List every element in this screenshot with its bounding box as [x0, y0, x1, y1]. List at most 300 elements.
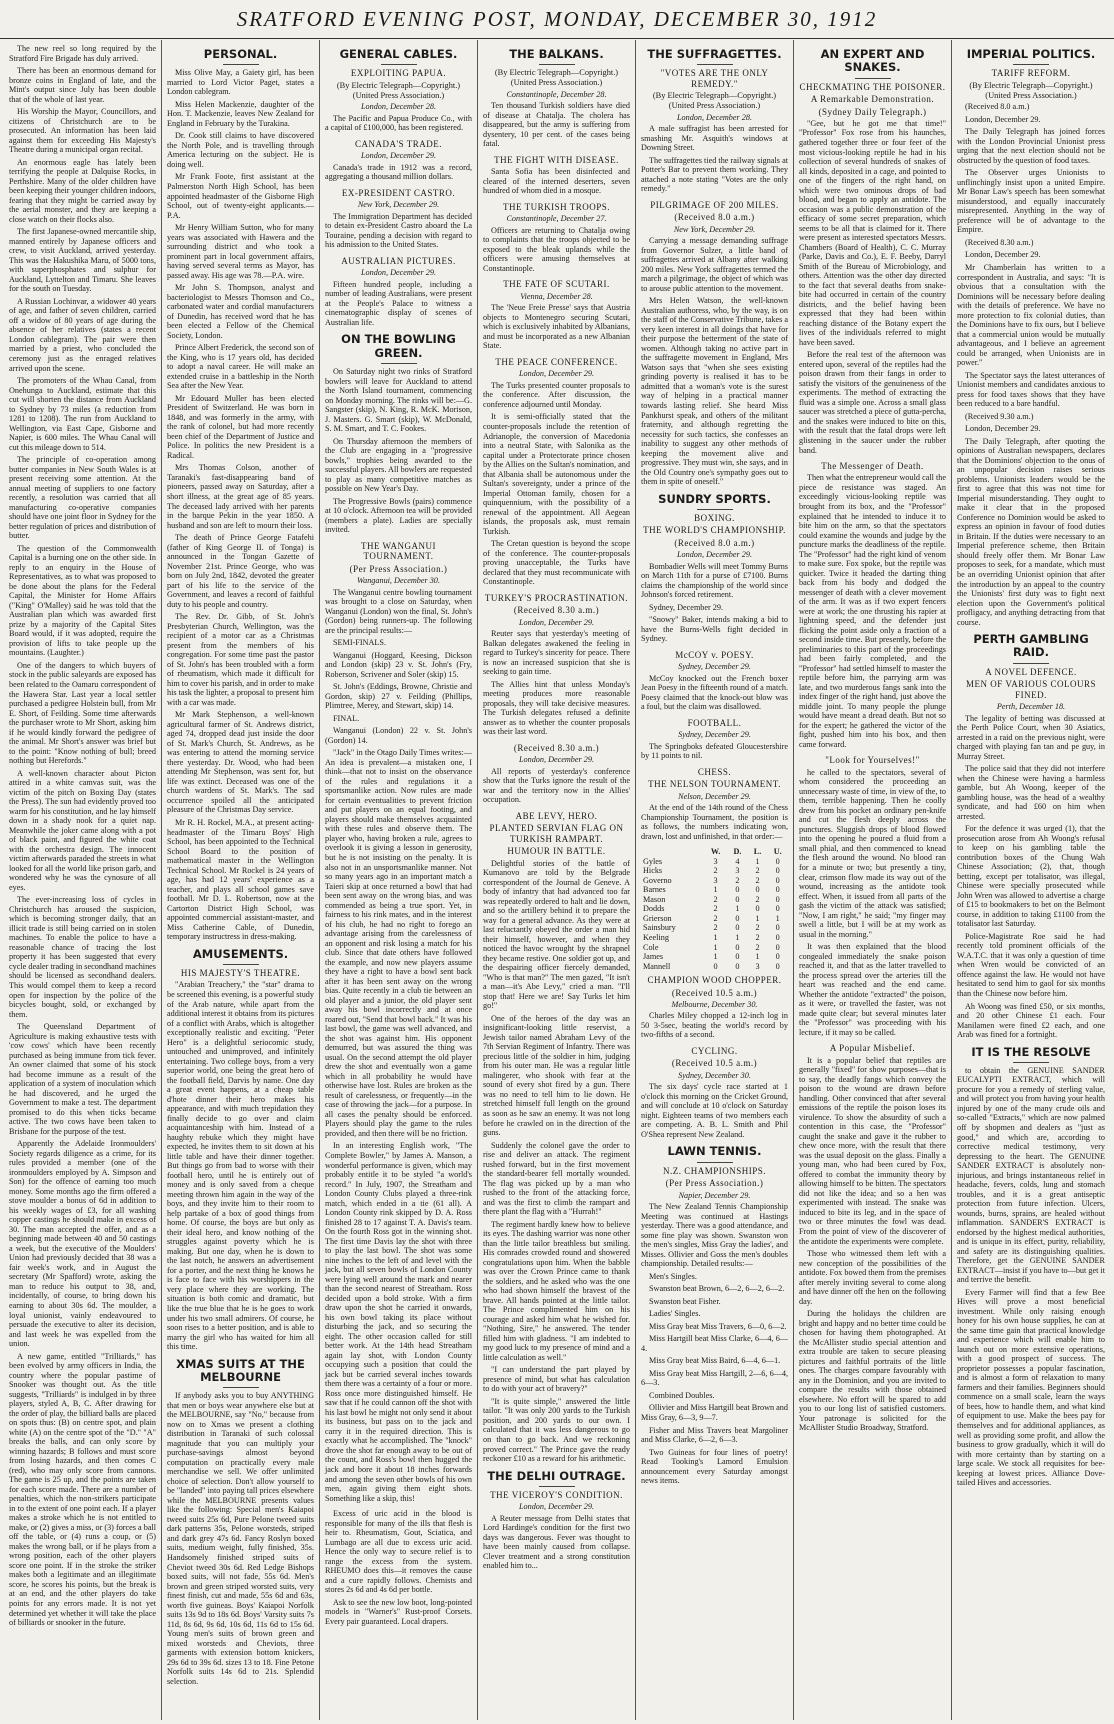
- chess-player-name: Mason: [643, 894, 666, 904]
- article-paragraph: Mr Edouard Muller has been elected President of Switzerland. He was born in 1848, and was formerly in the army, with the rank of colonel, but had more recently been chief of the Department of Justice and Police. In politics the new President is a Radical.: [167, 393, 314, 460]
- article-paragraph: The death of Prince George Fatafehi (father of King George II. of Tonga) is announced in the Tongan Gazette of November 21st. Prince George, who was born on July 2nd, 1842, devoted the greater part of his life to the service of the Government, and leaves a record of faithful duty to his people and country.: [167, 533, 314, 609]
- chess-score-cell: 0: [755, 904, 760, 914]
- article-paragraph: McCoy knocked out the French boxer Jean Poesy in the fifteenth round of a match. Poesy claimed that the knock-out blow was a foul, but the claim was disallowed.: [641, 673, 788, 712]
- article-headline: ON THE BOWLING GREEN.: [341, 332, 456, 360]
- article-paragraph: Prince Albert Frederick, the second son of the King, who is 17 years old, has decided to adopt a naval career. He will make an extended cruise in a battleship in the North Sea after the New Year.: [167, 343, 314, 391]
- article-paragraph: Ollivier and Miss Hartgill beat Brown and Miss Gray, 6—3, 9—7.: [641, 1403, 788, 1422]
- article-paragraph: On Saturday night two rinks of Stratford bowlers will leave for Auckland to attend the North Island tournament, commencing on Monday morning. The rinks will be:—G. Sangster (skip), N. King, R. McK. Morison, J. Masters. G. Smart (skip), W. McDonald, S. M. Smart, and T. C. Fookes.: [325, 367, 472, 434]
- article-subhead: McCOY v. POESY.: [675, 649, 754, 660]
- article-subhead: (Received 10.5 a.m.): [671, 987, 758, 998]
- article-dateline: Sydney, December 29.: [678, 730, 751, 740]
- chess-score-cell: 1: [755, 913, 760, 923]
- article-paragraph: Reuter says that yesterday's meeting of Balkan delegates awakened the feeling in regard to Turkey's sincerity for peace. There is now an increased suspicion that she is seeking to gain time.: [483, 629, 630, 677]
- article-subhead: THE TURKISH TROOPS.: [503, 201, 610, 212]
- headline-rule: [697, 1162, 733, 1163]
- article-paragraph: "Jack" in the Otago Daily Times writes:—An idea is prevalent—a mistaken one, I think—that not to insist on the observance of the rules and regulations it a sportsmanlike action. Now rules are made for certain eventualities to prevent friction and put players on an equal footing, and players should make themselves acquainted with these rules and observe them. The player who, having broken a rule, agrees to overlook it is giving a lesson in generosity, but he is not insisting on the penalty. It is also not in an unsportsmanlike manner. Not so many years ago in an important match a Taieri skip at once returned a bowl that had been sent away on the wrong bias, and was commended as being a true sport. Yet, in fairness to his rink mates, and in the interest of his club, he had no right to forego an advantage arising from the carelessness of an opponent and risk losing a match for his club. Since that date others have followed the example, and now new players assume they have a right to have a bowl sent back after it has been sent away on the wrong bias. Quite recently in a club tie between an old player and a junior, the old player sent away his bowl incorrectly and at once roared out, "Send that bowl back." It was his last bowl, the game was well advanced, and the shot was against him. His opponent demurred, but was assured the thing was usual. On the second attempt the old player drew the shot and eventually won a game which in all probability he would have otherwise have lost. Rules are broken as the result of carelessness, or frequently—in the case of throwing the jack—for a purpose. In all cases the penalty should be enforced. Players should play the game to the rules provided, and then there will be no friction.: [325, 748, 472, 1138]
- article-subhead: The Messenger of Death.: [821, 461, 924, 472]
- article: [641, 975, 788, 1040]
- article-subhead: THE WORLD'S CHAMPIONSHIP.: [643, 525, 786, 536]
- article-paragraph: Before the real test of the afternoon was entered upon, several of the reptiles had the poison drawn from their fangs in order to satisfy the visitors of the genuineness of the experiments. The method of extracting the fluid was a simple one. Across a small glass saucer was stretched a piece of gutta-percha, and the snakes were induced to bite on this, with the result that the fatal drops were left glistening in the saucer under the rubber band.: [799, 350, 946, 455]
- chess-row: [641, 885, 788, 895]
- article-paragraph: Carrying a message demanding suffrage from Governor Sulzer, a little band of suffragettes arrived at Albany after walking 200 miles. New York suffragettes termed the march a pilgrimage, the object of which was to arouse public attention to the movement.: [641, 236, 788, 293]
- article-paragraph: Miss Olive May, a Gaiety girl, has been married to Lord Victor Paget, states a London cablegram.: [167, 68, 314, 97]
- article-paragraph: Mr R. H. Rockel, M.A., at present acting-headmaster of the Timaru Boys' High School, has been appointed to the Technical School Board to the position of mathematical master in the Wellington Technical School. Mr Rockel is 24 years of age, has had 12 years' experience as a teacher, and plays all school games save football. Mr D. L. Robertson, now at the Cartorton District High School, was appointed commercial assistant-master, and Miss Catherine Cable, of Dunedin, temporary instructress in dress-making.: [167, 818, 314, 942]
- article-paragraph: An enormous eagle has lately been terrifying the people at Dalquise Rocks, in Perthshire. Many of the older children have been keeping their younger children indoors, fearing that they might be carried away by the aerial monster, and they are keeping a close watch on their flocks also.: [9, 157, 156, 224]
- article-subhead: EXPLOITING PAPUA.: [350, 68, 447, 79]
- chess-player-name: Barnes: [643, 885, 666, 895]
- article-subhead: THE FIGHT WITH DISEASE.: [494, 154, 619, 165]
- article-subhead: CHESS.: [697, 766, 732, 777]
- chess-score-cell: 2: [755, 894, 760, 904]
- article-paragraph: Santa Sofia has been disinfected and cleared of the interned deserters, seven hundred of whom died in a mosque.: [483, 167, 630, 196]
- chess-score-cell: 0: [775, 866, 780, 876]
- article: [325, 256, 472, 328]
- article: [641, 1145, 788, 1485]
- article-paragraph: Mr Mark Stephenson, a well-known agricultural farmer of St. Andrews district, aged 74, dropped dead just inside the door of St. Mark's Church, St. Andrews, as he was entering to attend the morning service there yesterday. Dr. Wood, who had been attending Mr Stephenson, was sent for, but life was extinct. Deceased was one of the church wardens of St. Mark's. The sad occurrence spoiled all the anticipated pleasure of the Christmas Day service.: [167, 710, 314, 815]
- article: [325, 1509, 472, 1626]
- article-paragraph: Apparently the Adelaide Ironmoulders' Society regards diligence as a crime, for its rules provided a member (one of the ironmoulders employed by A. Simpson and Son) for the offence of earning too much money. Some months ago the firm offered a stove moulder a bonus of 6d in addition to his weekly wages of £3, for all washing copper castings he should make in excess of 30. The man accepted the offer, and as a beginning made between 40 and 50 castings a week, but the executive of the Moulders' Union had previously decided that 38 was a fair week's work, and in August the secretary (Mr Spafford) wrote, asking the man to reduce his output to 38, and, incidentally, of course, to bring down his earning to about 30s 6d. The moulder, a loyal unionist, vainly endeavoured to persuade the executive to alter its decision, and last week he was expelled from the union.: [9, 1139, 156, 1349]
- chess-score-cell: 0: [735, 913, 740, 923]
- article-subhead: MEN OF VARIOUS COLOURS FINED.: [966, 679, 1096, 700]
- article-dateline: London, December 29.: [518, 369, 595, 379]
- article-paragraph: A new game, entitled "Trilliards," has been evolved by army officers in India, the country where the popular pastime of Snooker was thought out. As the title suggests, "Trilliards" is indulged in by three players, styled A, B, C. After drawing for the order of play, the billiard balls are placed on spots thus: (B) on centre spot, and plain white (A) on the centre spot of the "D." "A" breaks the balls, and can only score by winning hazards; B follows and must score from losing hazards, and then comes C (red), who may only score from cannons. The game is 25 up, and the points are taken for each score made. There are a number of penalties, which the non-strikers participate in to the extent of one point each. If a player makes a stroke which he is not entitled to make, or (2) gives a miss, or (3) forces a ball off the table, or (4) runs a coup, or (5) makes the wrong ball, or if he plays from a wrong position, each of the other players score one point. If in the stroke the striker makes both a legitimate and an illegitimate score, he scores his points, but the break is at an end, and the other players do take points for any errors made. It is not yet determined yet whether it will take the place of billiards or snooker in the future.: [9, 1351, 156, 1628]
- chess-player-name: Grierson: [643, 913, 672, 923]
- article-paragraph: Two Guineas for four lines of poetry! Read Tooking's Lamord Emulsion announcement every Saturday amongst news items.: [641, 1447, 788, 1486]
- article-headline: XMAS SUITS AT THE MELBOURNE: [176, 1356, 305, 1384]
- article: [483, 1470, 630, 1571]
- article-subhead: THE NELSON TOURNAMENT.: [648, 779, 781, 790]
- article-subhead: (Per Press Association.): [349, 563, 448, 574]
- article-paragraph: On Thursday afternoon the members of the Club are engaging in a "progressive bowls," trophies being awarded to the successful players. All bowlers are requested to play as many competitive matches as possible on New Year's Day.: [325, 436, 472, 494]
- article-headline: IMPERIAL POLITICS.: [966, 47, 1096, 61]
- article-paragraph: The ever-increasing loss of cycles in Christchurch has aroused the suspicion, which is becoming stronger daily, that an illicit trade is still being carried on in stolen machines. To enable the police to have a reasonable chance of tracing the lost property it has been suggested that every cycle dealer trading in secondhand machines should be licensed as secondhand dealers. This would compel them to keep a record open for inspection by the police of the bicycles bought, sold, or exchanged by them.: [9, 895, 156, 1019]
- chess-player-name: Keeling: [643, 933, 669, 942]
- article-paragraph: Fifteen hundred people, including a number of leading Australians, were present at the People's Palace to witness a cinematographic display of scenes of Australian life.: [325, 279, 472, 327]
- article-paragraph: At the end of the 14th round of the Chess Championship Tournament, the position is as follows, the numbers indicating won, drawn, lost and unfinished, in that order:—: [641, 803, 788, 841]
- article-paragraph: Swanston beat Brown, 6—2, 6—2, 6—2.: [649, 1284, 785, 1294]
- headline-rule: [1013, 64, 1049, 65]
- headline-rule: [223, 964, 259, 965]
- article-dateline: London, December 29.: [518, 1502, 595, 1512]
- chess-score-cell: 2: [735, 875, 740, 885]
- article-paragraph: The principle of co-operation among butter companies in New South Wales is at present receiving some attention. At the annual meeting of suppliers to one factory recently, a resolution was carried that all manufacturing co-operative companies should have one joint floor in Sydney for the better regulation of prices and distribution of butter.: [9, 455, 156, 541]
- article-subhead: TURKEY'S PROCRASTINATION.: [484, 592, 629, 603]
- article-dateline: London, December 28.: [360, 102, 437, 112]
- chess-header-row: [641, 847, 788, 857]
- article-paragraph: The Immigration Department has decided to detain ex-President Castro aboard the La Touraine, pending a decision with regard to his admission to the United States.: [325, 211, 472, 250]
- chess-score-cell: 2: [755, 875, 760, 885]
- article: [957, 48, 1105, 627]
- article-paragraph: Charles Miley chopped a 12-inch log in 50 3-5sec, beating the world's record by two-fifths of a second.: [641, 1011, 788, 1040]
- chess-player-name: Hicks: [643, 866, 663, 876]
- article-paragraph: Ten thousand Turkish soldiers have died of disease at Chatalja. The cholera has disappeared, but the army is suffering from dysentery, 10 per cent. of the cases being fatal.: [483, 101, 630, 149]
- chess-score-cell: 0: [735, 894, 740, 904]
- article-dateline: Wanganui, December 30.: [357, 576, 440, 586]
- chess-header-cell: U.: [773, 847, 782, 857]
- article-paragraph: (Received 9.30 a.m.): [965, 411, 1034, 421]
- article-headline: THE BALKANS.: [509, 47, 604, 61]
- chess-score-cell: 2: [755, 933, 760, 942]
- article-subhead: "VOTES ARE THE ONLY REMEDY.": [660, 68, 769, 89]
- article: [641, 650, 788, 712]
- column-7: [952, 40, 1110, 1720]
- article-dateline: London, December 28.: [676, 112, 753, 122]
- article-paragraph: A male suffragist has been arrested for smashing Mr. Asquith's windows at Downing Street.: [641, 124, 788, 153]
- chess-score-cell: 2: [755, 923, 760, 933]
- article: [641, 48, 788, 194]
- headline-rule: [381, 363, 417, 364]
- chess-score-cell: 1: [713, 885, 718, 895]
- article-paragraph: It is semi-officially stated that the counter-proposals include the retention of Adrianople, the conversion of Macedonia into a neutral State, with Salonika as the capital under a Protectorate prince chosen by the Allies on the Sultan's nomination, and that Albania shall be autonomous under the Sultan's sovereignty, under a prince of the Imperial Ottoman family, chosen for a quinquennium, with the possibility of a renewal of the appointment. All Aegean islands, the proposals ask, must remain Turkish.: [483, 412, 630, 536]
- article-paragraph: One of the dangers to which buyers of stock in the public saleyards are exposed has been related to the Oamaru correspondent of the Hawera Star. Last year a local settler purchased a pedigree Holstein bull, from Mr E. Short, of Feilding. Some time afterwards the purchaser wrote to Mr Short, asking him if he would kindly forward the pedigree of the animal. Mr Short's answer was brief but to the point: "Know nothing of bull; breed nothing but Herefords.": [9, 660, 156, 766]
- chess-row: [641, 962, 788, 972]
- article-paragraph: Men's Singles.: [649, 1271, 697, 1281]
- chess-header-cell: W.: [710, 847, 721, 857]
- article-paragraph: The regiment hardly knew how to believe its eyes. The dashing warrior was none other than the little tailor breathless but smiling. His comrades crowded round and showered congratulations upon him. When the babble was over the Crown Prince came to thank the soldiers, and he asked who was the one who had shown himself the bravest of the brave. All hands pointed at the little tailor. The Prince complimented him on his courage and asked him what he wished for. "Nothing, Sire," he answered. The tender filled him with gladness. "I am indebted to my good luck to my presence of mind and a little calculation as well.": [483, 1219, 630, 1362]
- article-paragraph: Dr. Cook still claims to have discovered the North Pole, and is travelling through America lecturing on the subject. He is doing well.: [167, 131, 314, 169]
- article-paragraph: It is a popular belief that reptiles are generally "fixed" for show purposes—that is to say, the deadly fangs which convey the poison to the wound are drawn before handling. Other convinced that after several emissions of the reptile the poison loses its virulence. To show the absurdity of such a contention in this case, the "Professor" caught the snake and gave it the rubber to chew once more, with the result that there was the usual deposit on the glass. Finally a young man, who had been cured by Fox, offered to combat the immunity theory by allowing himself to be bitten. The spectators did not like the idea; and so a hen was experimented with instead. The snake was induced to bite its leg, and in the space of two or three minutes the fowl was dead. From the point of view of the discoverer of the antidote the experiments were complete.: [799, 1055, 946, 1246]
- chess-score-cell: 2: [755, 942, 760, 952]
- article-headline: AMUSEMENTS.: [192, 946, 289, 961]
- headline-rule: [539, 64, 575, 65]
- chess-score-cell: 0: [775, 923, 780, 933]
- article-dateline: Nelson, December 29.: [678, 791, 751, 801]
- article-paragraph: A Reuter message from Delhi states that Lord Hardinge's condition for the first two days was dangerous. Fever was thought to have been mainly caused from collapse. Clever treatment and a strong constitution enabled him to...: [483, 1513, 630, 1571]
- article-headline: THE DELHI OUTRAGE.: [487, 1468, 626, 1483]
- article-subhead: CANADA'S TRADE.: [355, 138, 442, 149]
- article-subhead: THE VICEROY'S CONDITION.: [490, 1489, 623, 1500]
- headline-rule: [1013, 663, 1049, 664]
- article-byline: (By Electric Telegraph—Copyright.) (United Press Association.): [494, 68, 619, 88]
- article-subhead: PILGRIMAGE OF 200 MILES.: [650, 199, 779, 210]
- headline-rule: [223, 1387, 259, 1388]
- article-paragraph: Delightful stories of the battle of Kumanovo are told by the Belgrade correspondent of the Journal de Geneve. A body of infantry that had advanced too far was repeatedly ordered to halt and lie down, and so the artillery behind it to prepare the way for a general advance. As they were at last reluctantly obeyed the order a man hid their himself, however, and when they noticed the havoc wrought by the shrapnel they became restive. One soldier got up, and the despairing officer fiercely demanded, "Who is that man?" The men gazed, "It isn't a man—it's Abe Levy," cried a man. "I'll stop that! Here we are! Say Turks let him go!": [483, 858, 630, 1011]
- article-headline: AN EXPERT AND SNAKES.: [820, 47, 925, 75]
- article: [799, 1043, 946, 1433]
- article-dateline: Napier, December 29.: [678, 1190, 751, 1200]
- article: [799, 48, 946, 455]
- chess-score-cell: 0: [735, 961, 740, 971]
- article-subhead: "Look for Yourselves!": [825, 755, 920, 766]
- article: [167, 948, 314, 1352]
- chess-row: [641, 876, 788, 886]
- article-dateline: New York, December 29.: [673, 224, 756, 234]
- article: [325, 188, 472, 250]
- article-dateline: Melbourne, December 30.: [671, 999, 758, 1009]
- article-paragraph: The Queensland Department of Agriculture is making exhaustive tests with 'cow cows' which have been recently purchased as being immune from tick fever. An owner claimed that some of his stock had become immune as a result of the application of a system of inoculation which he had discovered, and he urged the Government to make a test. The department promised to do this when ticks became active. The two cows have been taken to Brisbane for the purpose of the test.: [9, 1022, 156, 1136]
- column-6: [794, 40, 952, 1720]
- headline-rule: [381, 64, 417, 65]
- article-paragraph: Suddenly the colonel gave the order to rise and deliver an attack. The regiment rushed forward, but in the first movement the standard-bearer fell mortally wounded. The flag was picked up by a man who rushed to the front of the attacking force, and was the first to climb the rampart and there plant the flag with a "Hurrah!": [483, 1140, 630, 1217]
- chess-score-cell: 1: [735, 933, 740, 942]
- article-paragraph: The Daily Telegraph, after quoting the opinions of Australian newspapers, declares that the Dominions' objection to the onus of an unpopular decision raises serious problems. Unionists leaders would be the first to agree that this was not time for Imperial misunderstanding. They ought to make it clear that in the proposed Conference no Dominion would be asked to express an opinion in favour of food duties in Britain. If the duties were necessary to an Imperial preference scheme, then Britain should freely offer them. Mr Bonar Law proposes to seek, for a mandate, which must be an overriding Unionist opinion that after the introduction by an appeal to the country the Unionists' first duty was to fight next election upon the Government's political profligacy, and anything detracting from that course.: [957, 436, 1105, 627]
- article-subhead: EX-PRESIDENT CASTRO.: [341, 187, 456, 198]
- chess-score-cell: 2: [713, 866, 718, 876]
- article-subhead: HUMOUR IN BATTLE.: [507, 846, 606, 857]
- article: [325, 139, 472, 182]
- article-paragraph: The Daily Telegraph has joined forces with the London Provincial Unionist press urging that the next election should not be obstructed by the question of food taxes.: [957, 127, 1105, 165]
- article-paragraph: The Turks presented counter proposals to the conference. After discussion, the conference adjourned until Monday.: [483, 380, 630, 409]
- chess-score-cell: 0: [713, 961, 718, 971]
- article-headline: SUNDRY SPORTS.: [658, 491, 771, 506]
- article-paragraph: There has been an enormous demand for bronze coins in England of late, and the Mint's output since July has been double that of the whole of last year.: [9, 66, 156, 104]
- article-paragraph: London, December 29.: [965, 424, 1041, 434]
- article-paragraph: It was then explained that the blood congealed immediately the snake poison reached it, and that as the latter travelled to the process spread over the arteries till the heart was reached and the end came. Whether the antidote "extracted" the poison, as it were, or travelled the faster, was not made quite clear; but several minutes later the "Professor" was proceeding with his lecture, if it may so be called.: [799, 942, 946, 1037]
- article-paragraph: The suffragettes tied the railway signals at Potter's Bar to prevent them working. They attached a note stating "Votes are the only remedy.": [641, 155, 788, 194]
- chess-score-cell: 0: [735, 942, 740, 952]
- column-3: [320, 40, 478, 1720]
- article-paragraph: Mrs Thomas Colson, another of Taranaki's fast-disappearing band of pioneers, passed away on Saturday, after a short illness, at the great age of 85 years. The deceased lady arrived with her parents in the barque Pekin in the year 1850. A husband and son are left to mourn their loss.: [167, 463, 314, 530]
- article-paragraph: The Spectator says the latest utterances of Unionist members and candidates anxious to press for food taxes shows that they have been reduced to a bare handful.: [957, 370, 1105, 409]
- chess-row: [641, 895, 788, 905]
- article-paragraph: Miss Gray beat Miss Baird, 6—4, 6—1.: [649, 1356, 781, 1366]
- article-paragraph: Ladies' Singles.: [649, 1309, 701, 1319]
- article-paragraph: The Allies hint that unless Monday's meeting produces more reasonable proposals, they will take decisive measures. The Turkish delegates refused a definite answer as to whether the counter proposals was their last word.: [483, 679, 630, 737]
- chess-score-cell: 0: [735, 952, 740, 962]
- article-dateline: Sydney, December 29.: [678, 662, 751, 672]
- article-subhead: A Popular Misbelief.: [829, 1043, 916, 1054]
- article-paragraph: "Gee, but he got me that time!" "Professor" Fox rose from his haunches, gathered together three or four feet of the most vicious-looking reptile he had in his collection of several hundreds of snakes of all kinds, deposited in a cage, and pointed to one of the fingers of the right hand, on which were two ominous drops of bad blood, and began to apply an antidote. The occasion was a public demonstration of the efficacy of some secret preparation, which seems to be all that is claimed for it. There were present as interested spectators Messrs. Chambers (Board of Health), C. C. Murray (Parke, Davis and Co.), E. F. Beeby, Darryl Smith of the Bureau of Microbiology, and others. Attention was the other day directed to the fact that several deaths from snake-bite had occurred in certain of the country districts, and the belief having been expressed that they had been within reaching distance of the Botany expert the lives of the individuals referred to might have been saved.: [799, 118, 946, 347]
- article: [325, 48, 472, 133]
- article-dateline: London, December 29.: [360, 151, 437, 161]
- article-paragraph: Wanganui (Hoggard, Keesing, Dickson and London (skip) 23 v. St. John's (Fry, Roberson, Scrivener and Soler (skip) 15.: [325, 650, 472, 679]
- article-paragraph: The police said that they did not interfere when the Chinese were having a harmless gamble, but Ah Woong, keeper of the gambling house, was the head of a wealthy syndicate, and had £60 on him when arrested.: [957, 764, 1105, 821]
- column-2: [162, 40, 320, 1720]
- article-dateline: Perth, December 18.: [996, 702, 1066, 712]
- article-paragraph: "Snowy" Baker, intends making a bid to have the Burns-Wells fight decided in Sydney.: [641, 615, 788, 644]
- article: [641, 718, 788, 761]
- chess-player-name: Dodds: [643, 904, 665, 914]
- article-dateline: London, December 29.: [518, 755, 595, 765]
- chess-player-name: Sainsbury: [643, 923, 676, 933]
- chess-score-cell: 0: [735, 923, 740, 933]
- article-paragraph: His Worship the Mayor, Councillors, and citizens of Christchurch are to be prosecuted. An information has been laid against them for exceeding His Majesty's Theatre during a municipal organ recital.: [9, 107, 156, 155]
- chess-row: [641, 857, 788, 867]
- article-paragraph: Mr Henry William Sutton, who for many years was associated with Hawera and the surrounding district and who took a prominent part in local government affairs, having served several terms as Mayor, has passed away. His age was 78.—P.A. wire.: [167, 223, 314, 280]
- article-subhead: (Per Press Association.): [665, 1178, 764, 1189]
- article-paragraph: Miss Gray beat Miss Hartgill, 2—6, 6—4, 6—3.: [641, 1368, 788, 1388]
- article-paragraph: The 'Neue Freie Presse' says that Austria objects to Montenegro securing Scutari, which is exclusively inhabited by Albanians, and must be incorporated as a new Albanian State.: [483, 303, 630, 351]
- article-paragraph: Mrs Helen Watson, the well-known Australian authoress, who, by the way, is on the staff of the Conservative Tribune, takes a very keen interest in all doings that have for their purpose the betterment of the state of women. Although taking no active part in the suffragette movement in England, Mrs Watson says that "when she sees existing grinding poverty is realised it has to be admitted that a woman's vote is the surest way of helping in a practical manner towards lasting relief. She heard Miss Pankhurst speak, and others of the militant fraternity, and although regretting the necessity for such tactics, she confesses an inability to suggest any other methods of keeping the movement alive and progressive. They must win, she says, and in the Old Country one's sympathy goes out to them in spite of oneself.": [641, 296, 788, 487]
- chess-row: [641, 943, 788, 953]
- article-paragraph: Excess of uric acid in the blood is responsible for many of the ills that flesh is heir to. Rheumatism, Gout, Sciatica, and Lumbago are all due to excess uric acid. Hence the only way to secure relief is to range the excess from the system. RHEUMO does this—it removes the cause and a cure rapidly follows. Chemists and stores 2s 6d and 4s 6d per bottle.: [325, 1509, 472, 1595]
- chess-player-name: Cole: [643, 942, 659, 952]
- chess-score-cell: 0: [775, 885, 780, 895]
- article-paragraph: A well-known character about Picton attired in a white camvas suit, was the victim of the pitch on Boxing Day (states the Press). The sun had evidently proved too warm for his constitution, and he lay himself down in a shady nook for a quiet nap. Meanwhile the joker came along with a pot of black paint, and figured the white coat with the orchestra design. The innocent victim afterwards paraded the streets in what looked for all the world like prison garb, and wondered why he was the cynosure of all eyes.: [9, 768, 156, 892]
- chess-score-cell: 2: [713, 904, 718, 914]
- chess-row: [641, 923, 788, 933]
- article-paragraph: "It is quite simple," answered the little tailor. "It was only 200 yards to the Turkish position, and 200 yards to our own. I calculated that it was less dangerous to go on than to go back. And we reckoning proved correct." The Prince gave the ready reckoner £10 as a reward for his arithmetic.: [483, 1396, 630, 1464]
- article: [799, 755, 946, 1037]
- article: [483, 357, 630, 587]
- article-paragraph: Combined Doubles.: [649, 1390, 715, 1400]
- article-paragraph: FINAL.: [333, 713, 360, 723]
- article: [483, 743, 630, 805]
- chess-score-cell: 0: [735, 885, 740, 895]
- article-subhead: THE FATE OF SCUTARI.: [503, 279, 610, 290]
- chess-score-cell: 0: [775, 875, 780, 885]
- article-paragraph: Then what the entrepreneur would call the piece de resistance was staged. An exceedingly vicious-looking reptile was brought from its box, and the "Professor" explained that he intended to induce it to bite him on the arm, so that the spectators could examine the wounds and judge by the puncture marks the deadliness of the reptile. The "Professor" had the right kind of venom to make sure. Fox spoke, but the reptile was quicker. Twice it headed the darting thing back from his body and dodged the messenger of death with a clever movement of the arm. It was as if two expert fencers were at work; the one thrusting his rapier at lightning speed, and the defender just flicking the point aside only a fraction of a second inside time. But presently, before the preliminaries to this part of the proceedings had been fairly completed, and the "Professor" had settled himself to master the reptile before him, the parrying arm was late, and two murderous fangs sank into the index finger of the right hand, just above the middle joint. To many people the plunge would have meant a dread death. But not so for the expert; he gathered the victor of the fight, pushed him into his box, and then came forward.: [799, 473, 946, 749]
- article-paragraph: Ah Woong was fined £50, or six months, and 20 other Chinese £1 each. Four Manilamen were fined £2 each, and one Arab was fined for a fortnight.: [957, 1001, 1105, 1040]
- chess-score-cell: 0: [775, 933, 780, 942]
- article-subhead: CYCLING.: [691, 1046, 738, 1056]
- chess-score-cell: 3: [713, 875, 718, 885]
- masthead: SRATFORD EVENING POST, MONDAY, DECEMBER 30, 1912: [0, 0, 1114, 39]
- article-dateline: London, December 29.: [676, 550, 753, 560]
- article-paragraph: to obtain the GENUINE SANDER EUCALYPTI EXTRACT, which will procure for you a remedy of sterling value, and will protect you from having your health injured by one of the many crude oils and so-called "Extracts," which are now palmed off by shopmen and dealers as "just as good," and which are, according to corrective medical testimony, very depressing to the heart. The GENUINE SANDER EXTRACT is absolutely non-injurious, and brings instantaneous relief in headache, fevers, colds, lung and stomach troubles, and it is a great antiseptic protection from future infection. Ulcers, wounds, burns, sprains, are healed without inflammation. SANDER'S EXTRACT is endorsed by the highest medical authorities, and is unique in its effect, purity, reliability, and safety are its distinguishing qualities. Therefore, get the GENUINE SANDER EXTRACT—insist if you have to—but get it and terrive the benefit.: [957, 1065, 1105, 1285]
- chess-score-cell: 2: [713, 913, 718, 923]
- article-paragraph: The question of the Commonwealth Capital is a burning one on the other side. In reply to an enquiry in the House of Representatives, as to what was proposed to be done about the plans for the Federal Capital, the Minister for Home Affairs ("King" O'Malley) said he was told that the Australian plan which was awarded first prize by a majority of the Capital Sites Board would, if it was adopted, require the provision of lifts to take people up the mountains. (Laughter.): [9, 543, 156, 658]
- article-paragraph: A Russian Lochinvar, a widower 40 years of age, and father of seven children, carried off a widow of 80 years of age during the absence of her relatives (states a recent London cablegram). The pair were then married by a priest, who concluded the ceremony just as the enraged relatives arrived upon the scene.: [9, 296, 156, 373]
- article-paragraph: During the holidays the children are bright and happy and no better time could be chosen for having them photographed. At the McAllister studio special attention and extra trouble are taken to secure pleasing pictures and faithful portraits of the little ones. The charges compare favourably with any in the Dominion, and you are invited to compare the results with those obtained elsewhere. No effort will be spared to add you to our long list of satisfied customers. Your patronage is solicited for the McAllister Studio Broadway, Stratford.: [799, 1309, 946, 1433]
- article: [483, 593, 630, 737]
- article-paragraph: The six days' cycle race started at 1 o'clock this morning on the Cricket Ground, and will conclude at 10 o'clock on Saturday night. Eighteen teams of two members each are competing. A. B. L. Smith and Phil O'Shea represent New Zealand.: [641, 1082, 788, 1139]
- chess-row: [641, 933, 788, 943]
- article-paragraph: In an interesting English work, "The Complete Bowler," by James A. Manson, a wonderful performance is given, which may probably entitle it to be styled "a world's record." In July, 1907, the Streatham and London County Clubs played a three-rink match, which ended in a tie (61 all). A London County rink skipped by D. A. Ross finished 28 to 17 against T. A. Davis's team. On the fourth Ross got in the winning shot. The first time Davis lay the shot with three to play the last bowl. The shot was some nine inches to the left of and level with the jack, but all seven bowls of London County were lying well around the mark and nearer than the second nearest of Streatham. Ross decided upon a bold stroke. With a firm draw upon the shot he carried it onwards, his own bowl taking its place without disturbing the jack, and so securing the eight. The other occasion called for still better work. At the 14th head Streatham again lay shot, with London County occupying such a position that could the jack but be carried several inches towards them there was a certainty of a four or more. Ross once more distinguished himself. He saw that if he could cannon off the shot with his last bowl he might not only send it about its business, but pass on to the jack and carry it in the required direction. This is exactly what he accomplished. The "knock" drove the shot far enough away to be out of the count, and Ross's bowl then hugged the jack and bore it about 18 inches forwards and among the seven other bowls of his own men, again giving them eight shots. Something like a skip, this!: [325, 1141, 472, 1503]
- chess-score-cell: 1: [775, 913, 780, 923]
- chess-standings-table: [641, 847, 788, 971]
- chess-score-cell: 1: [713, 942, 718, 952]
- chess-score-cell: 1: [713, 933, 718, 942]
- chess-row: [641, 952, 788, 962]
- article-dateline: Constantinople, December 27.: [506, 214, 607, 224]
- article-paragraph: Police-Magistrate Roe said he had recently told prominent officials of the W.A.T.C. that it was only a question of time when Wren would be convicted of an offence against the law. He would not have hesitated to send him to gaol for six months than the Chinese now before him.: [957, 931, 1105, 998]
- chess-score-cell: 0: [775, 856, 780, 866]
- headline-rule: [223, 64, 259, 65]
- article-headline: PERTH GAMBLING RAID.: [973, 632, 1089, 660]
- article-paragraph: Mr Frank Foote, first assistant at the Palmerston North High School, has been appointed headmaster of the Gisborne High School, out of twenty-eight applicants.—P.A.: [167, 172, 314, 220]
- chess-player-name: Gyles: [643, 856, 663, 866]
- article: [641, 1046, 788, 1139]
- article-byline: (By Electric Telegraph—Copyright.) (United Press Association.): [336, 80, 461, 100]
- chess-score-cell: 3: [735, 866, 740, 876]
- column-4: [478, 40, 636, 1720]
- article-subhead: (Received 8.30 a.m.): [513, 605, 600, 616]
- article-paragraph: Wanganui (London) 22 v. St. John's (Gordon) 14.: [325, 726, 472, 745]
- headline-rule: [539, 1486, 575, 1487]
- article-byline: (By Electric Telegraph—Copyright.) (United Press Association.): [969, 80, 1093, 100]
- chess-score-cell: 2: [713, 894, 718, 904]
- article-paragraph: If anybody asks you to buy ANYTHING that men or boys wear anywhere else but at the MELBOURNE, say "No," because from now on to Xmas we present a clothing distribution in Taranaki of such colossal magnitude that you can multiply your purchase-savings almost beyond computation on practically every male merchandise we sell. We offer unlimited choice of selection. Don't allow yourself to be "landed" into paying tall prices elsewhere while the MELBOURNE presents values like the following: Special men's Kaiapoi tweed suits 25s 6d, Pure Pelone tweed suits dark patterns 35s, Pelone worsteds, striped and dark grey 47s 6d. Fancy Roslyn boxed suits, medium weight, fully finished, 35s. Handsomely finished striped suits of Cheviot tweed 30s 6d. Red Ledge Bishops boxed suits, will not fade, 55s 6d. Men's brown and green striped worsted suits, very finest finish, cut and made, 55s 6d and 63s, worth five guineas. Boys' Kaiapoi Norfolk suits 13s 9d to 18s 6d. Boys' Varsity suits 7s 11d, 8s 6d, 9s 6d, 10s 6d, 11s 6d to 15s 6d. Young men's suits of brown green and mixed worsteds and Cheviots, three garments with extension bottom knickers, 29s 6d to 39s 6d. sizes 13 to 18. Fine Petone Norfolk suits 14s 6d to 21s. Splendid selection.: [167, 1391, 314, 1686]
- article-paragraph: Mr Chamberlain has written to a correspondent in Australia, and says: "It is obvious that a consultation with the Dominions will be necessary before dealing with the details of preference. We have no more protection to fix colonial duties, than the Dominions have to fix ours, but I believe that a commercial union would be mutually advantageous, and I believe an agreement could be arranged, when Unionists are in power.": [957, 263, 1105, 368]
- chess-score-cell: 0: [775, 894, 780, 904]
- article-paragraph: The new reel so long required by the Stratford Fire Brigade has duly arrived.: [9, 44, 156, 63]
- article-paragraph: (Received 8.30 a.m.): [965, 237, 1034, 247]
- chess-player-name: Mannell: [643, 961, 671, 971]
- article-paragraph: For the defence it was urged (1), that the prosecution arose from Ah Woong's refusal to keep on his gambling table the contribution boxes of the Chung Wah Chinese Association; (2), that, though betting, except per totalisator, was illegal, Chinese were specially prosecuted while John Wren was allowed to advertise a charge of £15 to bookmakers to bet on the Belmont course, in addition to taking £1100 from the totalisator last Saturday.: [957, 824, 1105, 929]
- chess-score-cell: 2: [713, 923, 718, 933]
- article-paragraph: Ask to see the new low boot, long-pointed models in "Warner's" Rust-proof Corsets. Every pair guaranteed. Local drapers.: [325, 1597, 472, 1626]
- article-paragraph: Officers are returning to Chatalja owing to complaints that the troops objected to be exposed to the bleak uplands while the officers were amusing themselves at Constantinople.: [483, 225, 630, 273]
- article-subhead: BOXING.: [694, 512, 735, 523]
- article-subhead: TARIFF REFORM.: [991, 68, 1071, 79]
- article-subhead: PLANTED SERVIAN FLAG ON TURKISH RAMPART.: [489, 823, 624, 844]
- article-subhead: FOOTBALL.: [687, 717, 742, 728]
- article: [641, 200, 788, 487]
- article-subhead: AUSTRALIAN PICTURES.: [341, 255, 456, 266]
- article-dateline: Sydney, December 30.: [678, 1070, 751, 1080]
- article: [483, 202, 630, 274]
- article-paragraph: London, December 29.: [965, 114, 1041, 124]
- article-paragraph: Fisher and Miss Travers beat Margoliner and Miss Clarke, 6—2, 6—3.: [641, 1425, 788, 1445]
- column-5: [636, 40, 794, 1720]
- chess-score-cell: 0: [775, 904, 780, 914]
- article-subhead: THE PEACE CONFERENCE.: [495, 356, 618, 367]
- article: [957, 1046, 1105, 1488]
- article-paragraph: Miss Hartgill beat Miss Clarke, 6—4, 6—4.: [641, 1334, 788, 1353]
- article-paragraph: "Arabian Treachery," the "star" drama to be screened this evening, is a powerful study of the Arab nature, while apart from the additional interest it obtains from its pictures of a conflict with Arabs, which is altogether exceptionally realistic and exciting. "Peter Hero" is a delightful seriocomic study, untouched and unimproved, and infinitely entertaining. Two college boys, from a very superior world, one being the great hero of the football field, Darvis by name. One day a great event happens, at a cheap table d'hote dinner their hero makes his appearance, and with much trepidation they finally decide to go over and claim acquaintanceship with him. Instead of a haughty rebuke which they might have expected, he invites them to sit down at his little table and have their dinner together. But things go from bad to worse with their football hero, until he is entirely out of money and is only saved from a cheque meeting thrown him again in the way of the boys, and they invite him to their room to help partake of a box of good things from home. Of course, the boys are but only as their ideal hero, and know nothing of the struggles against poverty which he is making. But one day, when he is down to the last notch, he answers an advertisement for a porter, and the next thing he knows he is face to face with his worshippers in the very place where they are working. The situation is both comic and dramatic, but like the true blue that he is he goes to work under his two small admirers. Of course, he soon rises to a better position, and is able to marry the girl who has waited for him all this time.: [167, 980, 314, 1352]
- headline-rule: [1013, 1062, 1049, 1063]
- article-paragraph: Bombadier Wells will meet Tommy Burns on March 11th for a purse of £7100. Burns claims the championship of the world since Johnson's forced retirement.: [641, 561, 788, 600]
- article-paragraph: The Pacific and Papua Produce Co., with a capital of £100,000, has been registered.: [325, 113, 472, 133]
- chess-score-cell: 1: [755, 856, 760, 866]
- article-subhead: CHAMPION WOOD CHOPPER.: [647, 975, 782, 986]
- article: [641, 493, 788, 644]
- article: [9, 44, 156, 1628]
- chess-score-cell: 3: [713, 856, 718, 866]
- chess-score-cell: 0: [755, 885, 760, 895]
- article: [167, 48, 314, 942]
- article-headline: PERSONAL.: [203, 47, 278, 61]
- headline-rule: [697, 509, 733, 510]
- chess-row: [641, 866, 788, 876]
- article-paragraph: Mr John S. Thompson, analyst and bacteriologist to Messrs Thomson and Co., carbonated water and cordial manufacturers of Dunedin, has received word that he has been elected a Fellow of the Chemical Society, London.: [167, 283, 314, 340]
- chess-row: [641, 904, 788, 914]
- article-headline: LAWN TENNIS.: [667, 1144, 762, 1159]
- article-paragraph: The first Japanese-owned mercantile ship, manned entirely by Japanese officers and crew, to visit Auckland, arrived yesterday. This was the Hakushika Maru, of 5000 tons, with superphosphates and sulphur for Auckland, Lyttelton and Timaru. She leaves for the south on Tuesday.: [9, 227, 156, 294]
- article-paragraph: he called to the spectators, several of whom considered the proceeding an unnecessary waste of time, in view of the, to them, terrible happening. Then he coolly drew from his pocket an ordinary pen-knife and cut the flesh deeply across the punctures. Sluggish drops of blood flowed into the opening he poured a fluid from a small phial, and then commenced to knead the flesh around the wound. No blood ran for a minute or two; but presently a tiny, clear, crimson flow made its way out of the wound, increasing as the antidote took effect. When, it issued from all parts of the gash the victim of the attack was satisfied; "Now, I am right," he said; "my finger may swell a little, but I will be at my work as usual in the morning.": [799, 767, 946, 939]
- article: [641, 767, 788, 841]
- article: [483, 48, 630, 149]
- headline-rule: [697, 64, 733, 65]
- article-paragraph: Miss Helen Mackenzie, daughter of the Hon. T. Mackenzie, leaves New Zealand for England in February by the Turakina.: [167, 99, 314, 128]
- chess-header-cell: [641, 847, 704, 857]
- article-dateline: Constantinople, December 28.: [506, 89, 607, 99]
- article: [167, 1358, 314, 1687]
- chess-row: [641, 914, 788, 924]
- article-paragraph: The Rev. Dr. Gibb, of St. John's Presbyterian Church, Wellington, was the recipient of a motor car as a Christmas present from the members of his congregation. For some time past the pastor of St. John's has been troubled with a form of rheumatism, which made it difficult for him to cover his parish, and in order to make his task the lighter, a proposal to present him with a car was made.: [167, 612, 314, 707]
- article: [957, 633, 1105, 1040]
- chess-score-cell: 3: [755, 961, 760, 971]
- article-paragraph: The Progressive Bowls (pairs) commence at 10 o'clock. Afternoon tea will be provided (members a plate). Ladies are specially invited.: [325, 496, 472, 535]
- chess-player-name: James: [643, 952, 664, 962]
- article-paragraph: The New Zealand Tennis Championship Meeting was continued at Hastings yesterday. There was a good attendance, and some fine play was shown. Swanston won the men's singles, Miss Gray the ladies', and Misses. Ollivier and Goss the men's doubles championship. Detailed results:—: [641, 1202, 788, 1269]
- chess-score-cell: 1: [755, 952, 760, 962]
- article: [483, 279, 630, 351]
- article-dateline: London, December 29.: [360, 268, 437, 278]
- article-paragraph: The legality of betting was discussed at the Perth Police Court, when 30 Asiatics, arrested in a raid on the previous night, were charged with playing fan tan and pe guy, in Murray Street.: [957, 713, 1105, 761]
- article-paragraph: "I can understand the part played by presence of mind, but what has calculation to do with your act of bravery?": [483, 1365, 630, 1394]
- column-1: [4, 40, 162, 1720]
- article-paragraph: The Observer urges Unionists to unflinchingly insist upon a united Empire. Mr Bonar Law's speech has been somewhat misunderstood, and equally inaccurately misrepresented. Anything in the way of preference will be of advantage to the Empire.: [957, 168, 1105, 235]
- article-paragraph: The Springboks defeated Gloucestershire by 11 points to nil.: [641, 741, 788, 761]
- article: [483, 155, 630, 196]
- article: [325, 333, 472, 534]
- article-headline: GENERAL CABLES.: [339, 47, 458, 61]
- article-paragraph: Sydney, December 29.: [649, 602, 724, 612]
- article-paragraph: One of the heroes of the day was an insignificant-looking little reservist, a Jewish tailor named Abraham Levy of the 7th Servian Regiment of Infantry. There was precious little of the soldier in him, judging from his outer man. He was a regular little malingerer, who shook with fear at the sound of every shot fired by a gun. There was no need to tell him to lie down. He stretched himself full length on the ground as soon as he saw an enemy. It was not long before he crawled on in the direction of the guns.: [483, 1013, 630, 1138]
- article-paragraph: SEMI-FINALS.: [333, 638, 386, 648]
- article-paragraph: St. John's (Eddings, Browne, Christie and Gordon, skip) 27 v. Feilding (Phillips, Plimtree, Merey, and Stewart, skip) 14.: [325, 682, 472, 711]
- article-dateline: London, December 29.: [518, 617, 595, 627]
- article-paragraph: The promoters of the Whau Canal, from Onehunga to Auckland, estimate that this cut will shorten the distance from Auckland to Sydney by 73 miles (a reduction from 1281 to 1208). The run from Auckland to Wellington, via East Cape, Gisborne and Napier, is 600 miles. The Whau Canal will cut this mileage down to 514.: [9, 376, 156, 452]
- article-paragraph: London, December 29.: [965, 250, 1041, 260]
- chess-score-cell: 1: [713, 952, 718, 962]
- article-subhead: (Received 10.5 a.m.): [671, 1058, 758, 1069]
- chess-score-cell: 1: [735, 904, 740, 914]
- article-paragraph: (Received 8.0 a.m.): [965, 102, 1030, 112]
- article-subhead: (Sydney Daily Telegraph.): [818, 106, 927, 117]
